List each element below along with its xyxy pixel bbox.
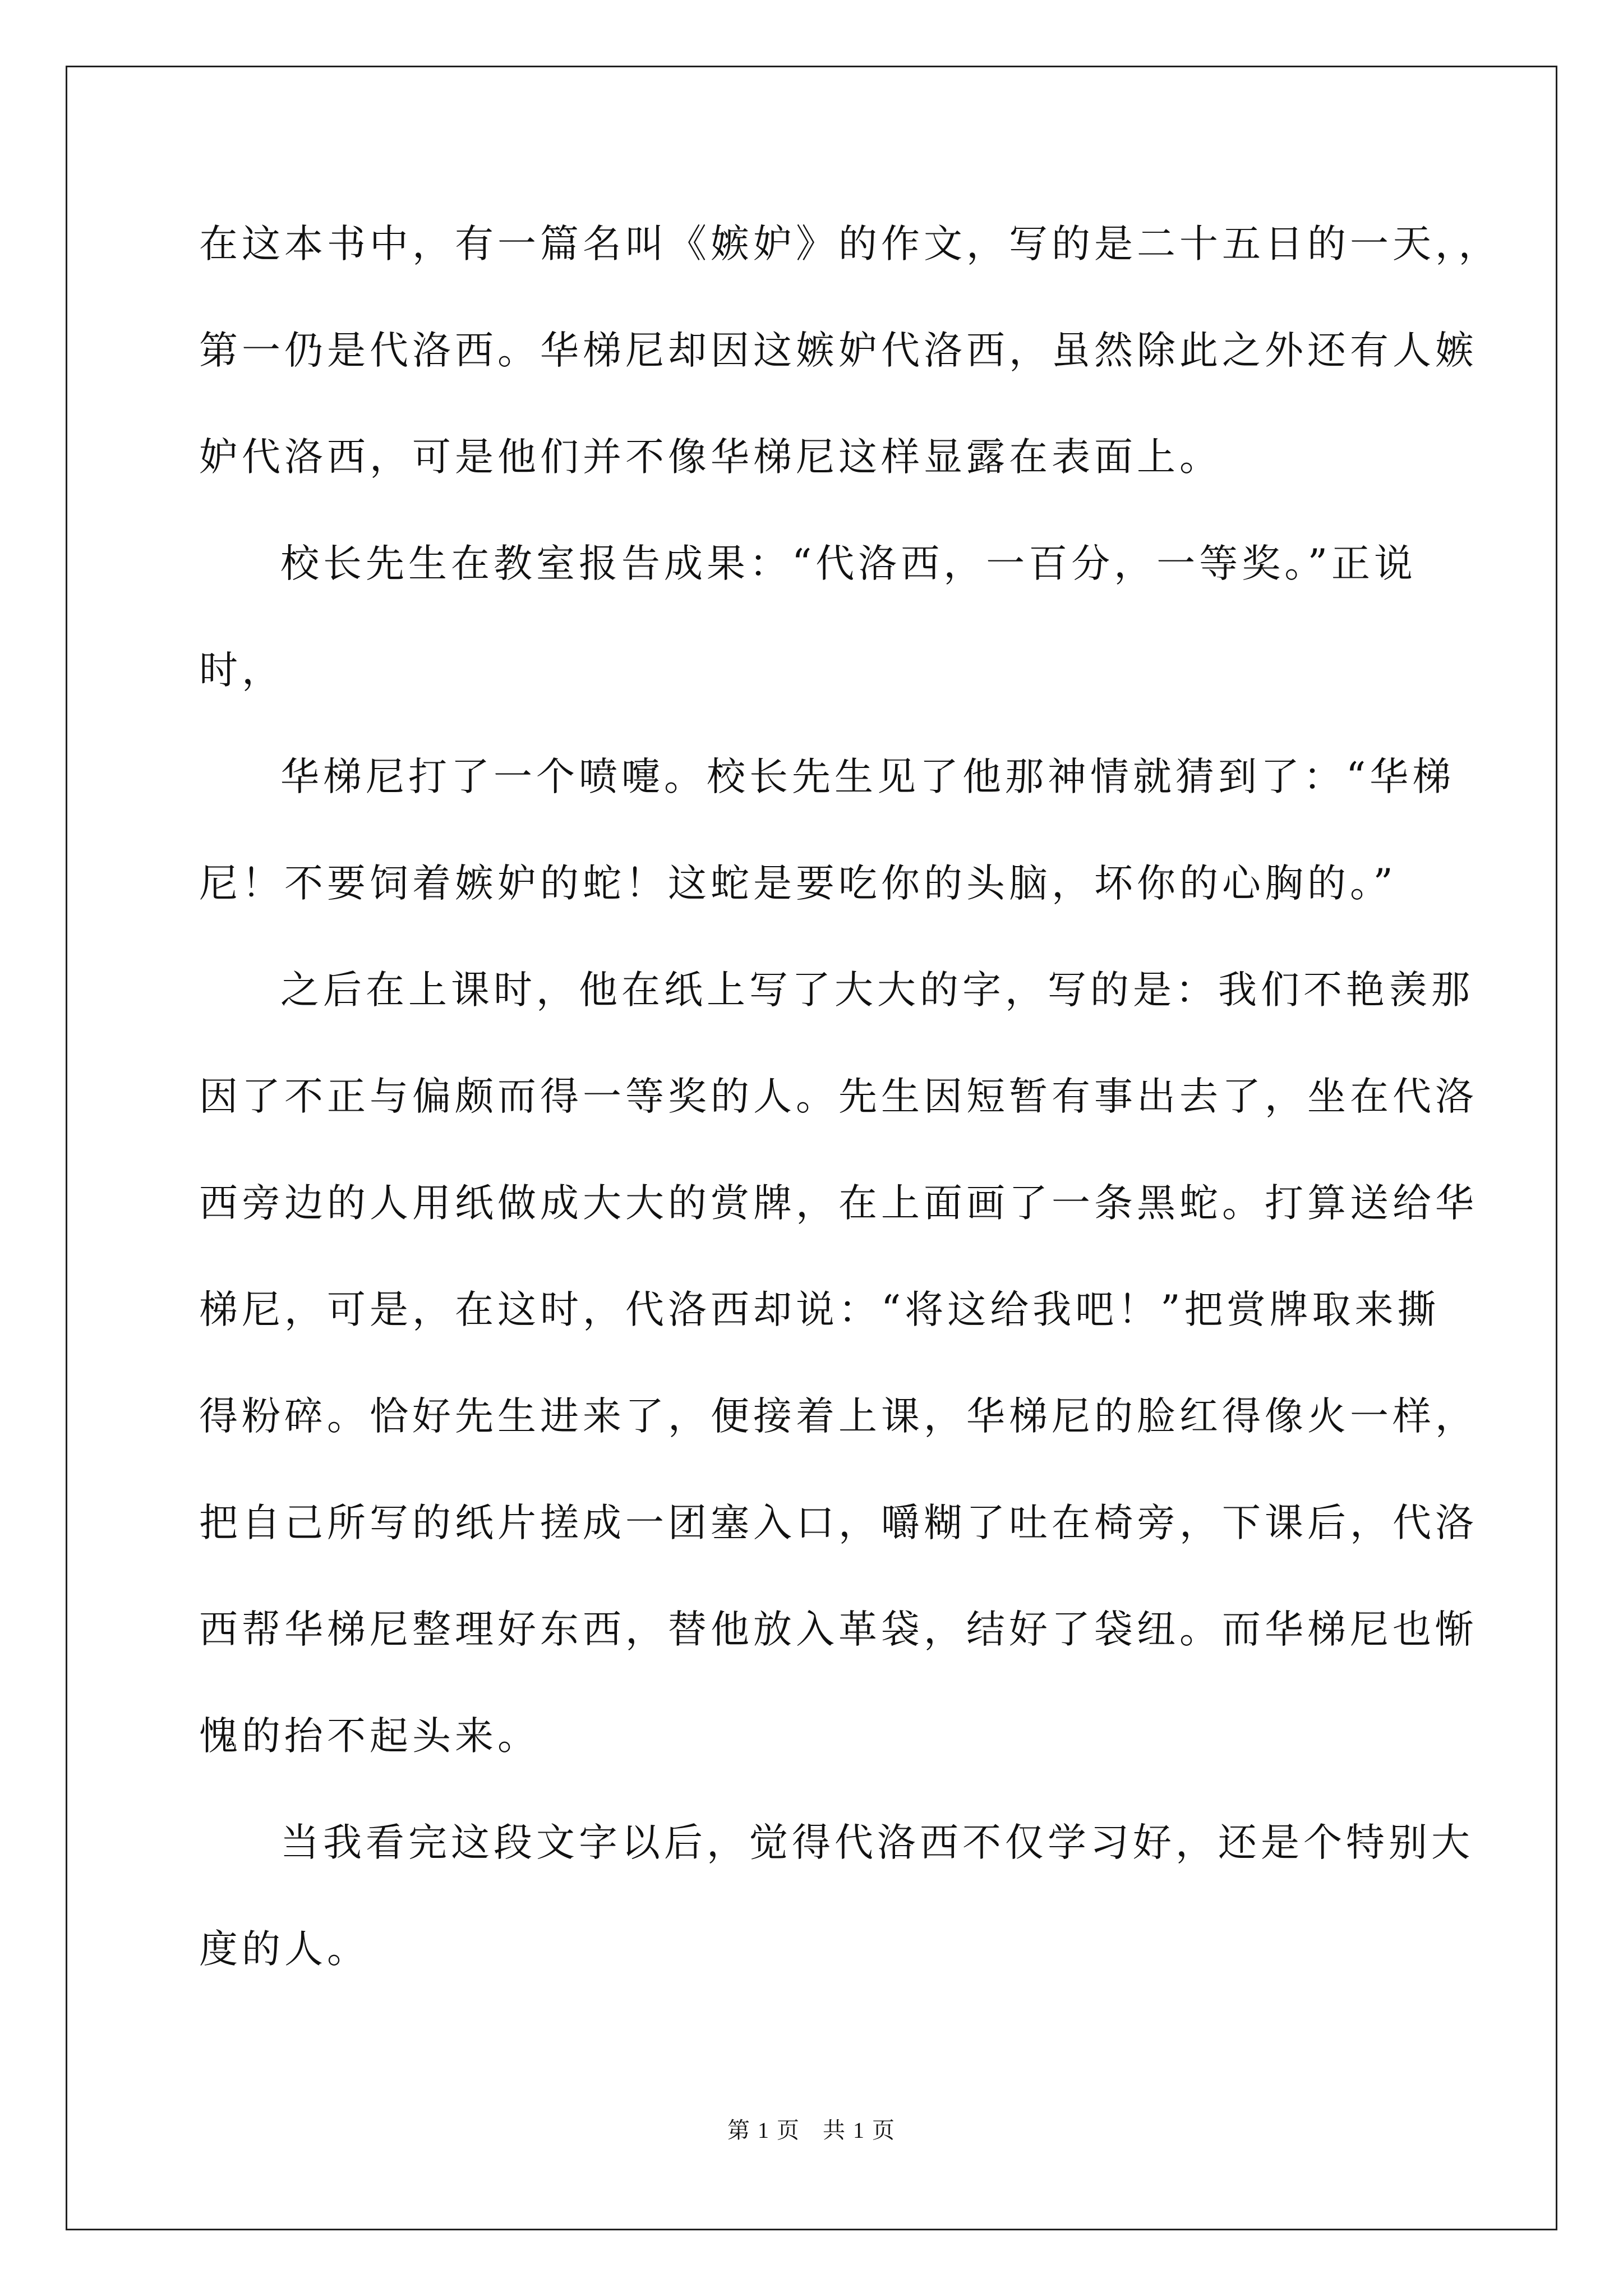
text-line: 愧的抬不起头来。 — [199, 1714, 540, 1759]
text-line: 把自己所写的纸片搓成一团塞入口，嚼糊了吐在椅旁，下课后，代洛 — [199, 1501, 1478, 1545]
text-line: 在这本书中，有一篇名叫《嫉妒》的作文，写的是二十五日的一天，， — [199, 222, 1501, 266]
text-line: 梯尼，可是，在这时，代洛西却说：“将这给我吧！”把赏牌取来撕 — [199, 1287, 1440, 1332]
page-footer — [0, 2114, 1623, 2147]
text-line: 西旁边的人用纸做成大大的赏牌，在上面画了一条黑蛇。打算送给华 — [199, 1181, 1478, 1226]
text-line: 华梯尼打了一个喷嚏。校长先生见了他那神情就猜到了：“华梯 — [280, 754, 1455, 799]
text-line: 时， — [199, 648, 284, 693]
page-number: 第 1 页 — [727, 2118, 800, 2143]
text-line: 当我看完这段文字以后，觉得代洛西不仅学习好，还是个特别大 — [280, 1820, 1474, 1865]
document-body — [199, 191, 1501, 2003]
text-line: 西帮华梯尼整理好东西，替他放入革袋，结好了袋纽。而华梯尼也惭 — [199, 1607, 1478, 1652]
text-line: 度的人。 — [199, 1927, 370, 1972]
text-line: 之后在上课时，他在纸上写了大大的字，写的是：我们不艳羡那 — [280, 968, 1474, 1013]
text-line: 校长先生在教室报告成果：“代洛西，一百分，一等奖。”正说 — [280, 541, 1417, 586]
text-line: 得粉碎。恰好先生进来了，便接着上课，华梯尼的脸红得像火一样， — [199, 1394, 1478, 1439]
text-line: 尼！不要饲着嫉妒的蛇！这蛇是要吃你的头脑，坏你的心胸的。” — [199, 861, 1397, 906]
text-line: 第一仍是代洛西。华梯尼却因这嫉妒代洛西，虽然除此之外还有人嫉 — [199, 328, 1478, 373]
page-total: 共 1 页 — [823, 2118, 896, 2143]
text-line: 妒代洛西，可是他们并不像华梯尼这样显露在表面上。 — [199, 435, 1222, 480]
text-line: 因了不正与偏颇而得一等奖的人。先生因短暂有事出去了，坐在代洛 — [199, 1074, 1478, 1119]
